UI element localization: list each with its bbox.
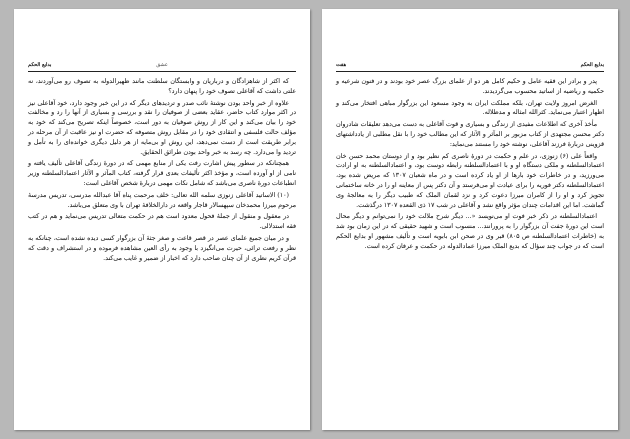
page-number-header: هفت [336,62,347,68]
paragraph: پدر و برادر این فقیه عامل و حکیم کامل هر دو از علمای بزرگ عصر خود بودند و در فنون شرعیه و حکمیه و ریاضیه از اساتید محسوب می‌گردیدند. [336,78,604,95]
paragraph: و در میان جمیع علمای عصر در قصر قاعت و صغر جثهٔ آن بزرگوار کسی دیده نشده است، چنانکه به نظر و رفعت ترائی، حیرت می‌انگیزد با وجود به رأی العین مشاهده فرموده و در استشراف و دقت که قرآن کریم نظری از آن چنان صاحب دارد که اخبار از ضمیر و غایب می‌کند. [28,234,296,262]
left-page-header [28,61,296,72]
right-page [322,9,618,430]
paragraph: الغرض امروز ولایت تهران، بلکه مملکت ایران به وجود مسعود این بزرگوار مباهی افتخار می‌کند و اظهار اعتبار می‌نماید. کثرالله امثاله و مدظلاله. [336,99,604,117]
paragraph: که اکثر از شاهزادگان و درباریان و وابستگان سلطنت مانند ظهیرالدوله به تصوف رو می‌آوردند، نه علتی داشت که آقاعلی تصوف خود را پنهان دارد؟ [28,78,296,95]
paragraph: مأخذ آخری که اطلاعات مفیدی از زندگی و بسیاری و قوت آقاعلی به دست می‌دهد تعلیقات شادروان دکتر محسن مجتهدی از کتاب مزبور بر المآثر و الآثار که این مطالب خود را با نقل مطلبی از یادداشتهای قزوینی دربارهٔ فرزند آقاعلی، نوشته خود را مستند می‌نماید: [336,121,604,148]
section-title-header: عشق [156,62,168,68]
left-page [14,9,310,430]
paragraph: همچنانکه در سطور پیش اشارت رفت یکی از منابع مهمی که در دورهٔ زندگی آقاعلی تألیف یافته و نامی از او آورده است، و مؤخذ اکثر تألیفات بعدی قرار گرفته، کتاب المآثر و الآثار اعتمادالسلطنه وزیر انطباعات دورهٔ ناصری می‌باشد که شامل نکات مهمی دربارهٔ شخص آقاعلی است: [28,160,296,187]
right-page-body [336,77,604,252]
right-page-header [336,61,604,72]
paragraph: (۱۰) الاساتید آقاعلی زنوزی سلمه الله تعالی: خلف مرحمت پناه آقا عبدالله مدرسی، تدریس مدرسهٔ مرحوم میرزا محمدخان سپهسالار قاجار واقعه در دارالخلافهٔ تهران با وی متعلق می‌باشد. [28,191,296,209]
paragraph: در معقول و منقول از جملهٔ فحول معدود است هم در حکمت متعالی تدریس می‌نماید و هم در کتب فقه استدلالی. [28,213,296,231]
paragraph: علاوه از خبر واحد بودن نوشتهٔ نائب صدر و تردیدهای دیگر که در این خبر وجود دارد، خود آقاعلی نیز در اکثر موارد کتاب حاضر، عقاید بعضی از صوفیان را نقد و بررسی و بسیاری از آنها را رد و مخالفت خود را بیان می‌کند و این کار از روش صوفیان به دور است، خصوصاً اینکه تصریح می‌کند که خود به مؤلف حالت فلسفی و انتقادی خود را در مقابل روش متصوفه که حضرت او نیز عاقبت از آن مرحله در برابر طریقت است از دست نمی‌دهد، این روش او بی‌مایه از هر دلیل دیگری خوانده‌ای را به تأمل و تردید وا می‌دارد. چه رسد به خبر واحد بودن طرائق الحقایق. [28,99,296,156]
book-title-header: بدایع الحکم [28,62,52,68]
left-page-body [28,77,296,263]
book-title-header: بدایع الحکم [580,62,604,68]
paragraph: واقعاً علی (۶) زنوزی، در علم و حکمت در دورهٔ ناصری کم نظیر بود و از دوستان محمد حسن خان اعتمادالسلطنه و ملکی دستگاه او و با اعتمادالسلطنه رابطه دوست بود، و اعتمادالسلطنه به او ارادت می‌ورزید، و در خاطرات خود بارها از او یاد کرده است و در ماه شعبان ۱۳۰۷ که مریض شده بود، اعتمادالسلطنه دکتر فوریه را برای عیادت او می‌فرستد و آن دکتر پس از معاینه او را در خانه ساختمانی تجویز کرد و او را از کامران میرزا دعوت کرد و نزد لقمان الملک که طبیب دیگر را به معالجهٔ وی گماشت. اما این اقدامات چندان مؤثر واقع نشد و آقاعلی در شب ۱۷ ذی القعده ۱۳۰۷ درگذشت. [336,152,604,209]
paragraph: اعتمادالسلطنه در ذکر خبر فوت او می‌نویسد «... دیگر شرح ملالت خود را نمی‌توانم و دیگر محال است این دورهٔ جفت آن بزرگوار را به پرورانند... منسوب است و شهید حقیقی که در این زمان بود شد به (خاطرات اعتمادالسلطنه ص ۸۰۵) قبر وی در صحن ابن بابویه است و تألیف مشهور او بدایع الحکم است که در جواب چند سؤال که بدیع الملک میرزا عمادالدوله در حکمت و عرفان کرده است. [336,213,605,250]
